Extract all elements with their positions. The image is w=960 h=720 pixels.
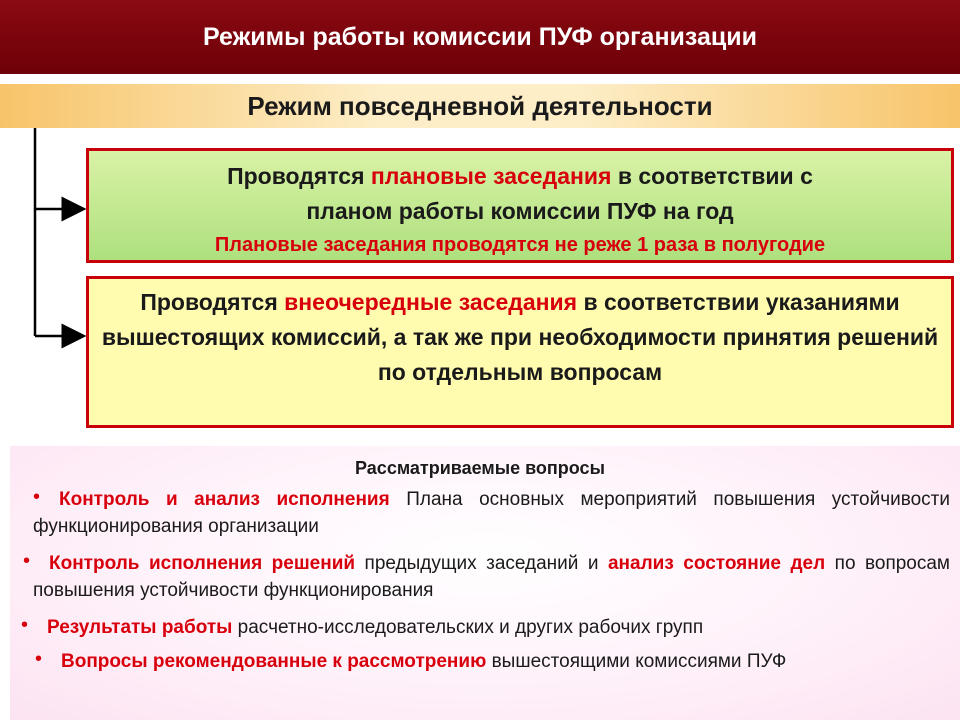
question-item-control-analysis: • Контроль и анализ исполнения Плана основных мероприятий повышения устойчивости функционирования организации	[33, 486, 950, 540]
bullet-icon: •	[35, 648, 43, 670]
planned-highlight: плановые заседания	[370, 163, 612, 189]
question-item-work-results: • Результаты работы расчетно-исследовательских и других рабочих групп	[33, 614, 950, 641]
planned-frequency-note: Плановые заседания проводятся не реже 1 раза в полугодие	[214, 234, 826, 256]
bullet-icon: •	[33, 486, 41, 508]
bullet-icon: •	[21, 614, 29, 636]
question-item-decisions-control: • Контроль исполнения решений предыдущих заседаний и анализ состояние дел по вопросам повышения устойчивости функционирования	[33, 550, 950, 604]
planned-line-1: Проводятся плановые заседания в соответствии с	[227, 163, 813, 189]
extraordinary-highlight: внеочередные заседания	[284, 289, 578, 315]
bullet-icon: •	[23, 550, 31, 572]
question-item-recommended: • Вопросы рекомендованные к рассмотрению вышестоящими комиссиями ПУФ	[33, 648, 950, 675]
slide-title: Режимы работы комиссии ПУФ организации	[0, 0, 960, 74]
mode-subtitle: Режим повседневной деятельности	[0, 84, 960, 128]
questions-title: Рассматриваемые вопросы	[355, 458, 605, 478]
planned-line-2: планом работы комиссии ПУФ на год	[306, 198, 734, 224]
extraordinary-meetings-box: Проводятся внеочередные заседания в соответствии указаниями вышестоящих комиссий, а так же при необходимости принятия решений по отдельным вопросам	[86, 276, 954, 428]
planned-meetings-box	[86, 148, 954, 263]
